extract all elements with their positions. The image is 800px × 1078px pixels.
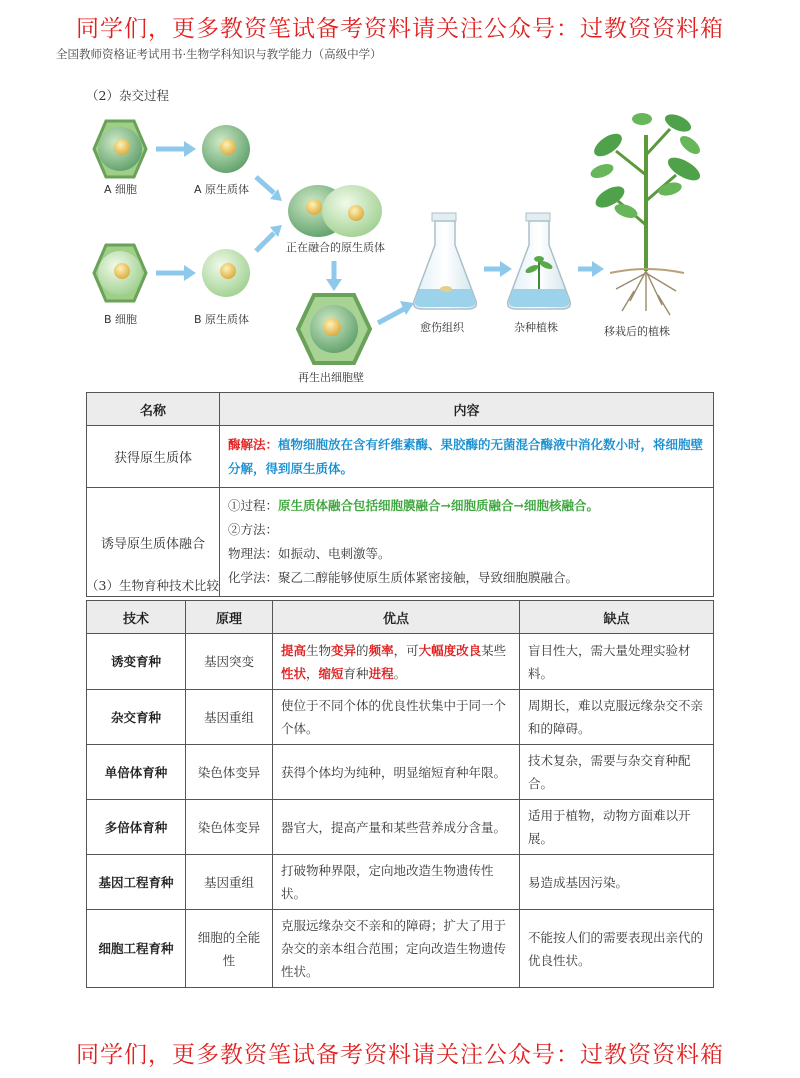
tech-cell: 诱变育种 [87, 634, 186, 690]
tech-cell: 基因工程育种 [87, 855, 186, 910]
advantage-cell: 使位于不同个体的优良性状集中于同一个个体。 [273, 690, 520, 745]
fusing-protoplast-icon [288, 185, 382, 237]
disadvantage-cell: 易造成基因污染。 [520, 855, 714, 910]
a-cell-icon [94, 121, 146, 177]
callus-flask-icon [414, 213, 477, 309]
disadvantage-cell: 不能按人们的需要表现出亲代的优良性状。 [520, 910, 714, 988]
process-text: 原生质体融合包括细胞膜融合→细胞质融合→细胞核融合。 [278, 498, 599, 513]
induce-fusion-content [220, 488, 714, 597]
b-protoplast-label: B 原生质体 [194, 313, 250, 326]
row-obtain-protoplast: 获得原生质体 [87, 426, 220, 488]
hybrid-plant-label: 杂种植株 [514, 321, 558, 334]
header-advantage: 优点 [273, 601, 520, 634]
table-row [87, 690, 714, 745]
principle-cell: 染色体变异 [186, 745, 273, 800]
book-subtitle: 全国教师资格证考试用书·生物学科知识与教学能力（高级中学） [56, 47, 382, 61]
advantage-cell: 克服远缘杂交不亲和的障碍；扩大了用于杂交的亲本组合范围；定向改造生物遗传性状。 [273, 910, 520, 988]
disadvantage-cell: 技术复杂，需要与杂交育种配合。 [520, 745, 714, 800]
section-2-title: （2）杂交过程 [86, 88, 169, 103]
fusion-header-content: 内容 [220, 393, 714, 426]
hybridization-diagram [86, 105, 716, 387]
hybrid-flask-icon [508, 213, 571, 309]
principle-cell: 染色体变异 [186, 800, 273, 855]
tech-cell: 单倍体育种 [87, 745, 186, 800]
principle-cell: 基因重组 [186, 690, 273, 745]
table-row [87, 634, 714, 690]
promo-banner-bottom: 同学们，更多教资笔试备考资料请关注公众号：过教资资料箱 [76, 1042, 724, 1068]
table-row [87, 855, 714, 910]
disadvantage-cell: 盲目性大，需大量处理实验材料。 [520, 634, 714, 690]
tech-cell: 杂交育种 [87, 690, 186, 745]
disadvantage-cell: 周期长，难以克服远缘杂交不亲和的障碍。 [520, 690, 714, 745]
fusing-label: 正在融合的原生质体 [286, 241, 385, 254]
methods-label: ②方法： [228, 522, 279, 537]
enzyme-method-text: 植物细胞放在含有纤维素酶、果胶酶的无菌混合酶液中消化数小时，将细胞壁分解，得到原生质体。 [228, 436, 704, 476]
b-protoplast-icon [202, 249, 250, 297]
disadvantage-cell: 适用于植物，动物方面难以开展。 [520, 800, 714, 855]
transplanted-plant-icon [589, 111, 704, 315]
protoplast-fusion-table [86, 392, 714, 597]
table-row [87, 800, 714, 855]
physical-method: 物理法：如振动、电刺激等。 [228, 546, 391, 561]
a-protoplast-icon [202, 125, 250, 173]
header-principle: 原理 [186, 601, 273, 634]
enzyme-method-label: 酶解法： [228, 436, 279, 452]
a-cell-label: A 细胞 [104, 183, 138, 196]
table-row [87, 910, 714, 988]
chemical-method: 化学法：聚乙二醇能够使原生质体紧密接触，导致细胞膜融合。 [228, 570, 579, 585]
header-tech: 技术 [87, 601, 186, 634]
tech-cell: 多倍体育种 [87, 800, 186, 855]
principle-cell: 基因重组 [186, 855, 273, 910]
advantage-cell: 器官大，提高产量和某些营养成分含量。 [273, 800, 520, 855]
callus-label: 愈伤组织 [420, 321, 464, 334]
regenerated-wall-label: 再生出细胞壁 [298, 371, 364, 384]
row-induce-fusion: 诱导原生质体融合 [87, 488, 220, 597]
b-cell-icon [94, 245, 146, 301]
table-row [87, 745, 714, 800]
principle-cell: 基因突变 [186, 634, 273, 690]
promo-banner-top: 同学们，更多教资笔试备考资料请关注公众号：过教资资料箱 [76, 16, 724, 42]
transplanted-label: 移栽后的植株 [604, 325, 670, 338]
a-protoplast-label: A 原生质体 [194, 183, 250, 196]
advantage-cell: 提高生物变异的频率，可大幅度改良某些性状，缩短育种进程。 [273, 634, 520, 690]
obtain-protoplast-content [220, 426, 714, 488]
tech-cell: 细胞工程育种 [87, 910, 186, 988]
b-cell-label: B 细胞 [104, 313, 138, 326]
principle-cell: 细胞的全能性 [186, 910, 273, 988]
regenerated-cell-icon [298, 295, 370, 363]
fusion-header-name: 名称 [87, 393, 220, 426]
header-disadvantage: 缺点 [520, 601, 714, 634]
advantage-cell: 获得个体均为纯种，明显缩短育种年限。 [273, 745, 520, 800]
section-3-title: （3）生物育种技术比较 [86, 578, 219, 593]
process-label: ①过程： [228, 498, 279, 513]
breeding-comparison-table [86, 600, 714, 988]
advantage-cell: 打破物种界限，定向地改造生物遗传性状。 [273, 855, 520, 910]
